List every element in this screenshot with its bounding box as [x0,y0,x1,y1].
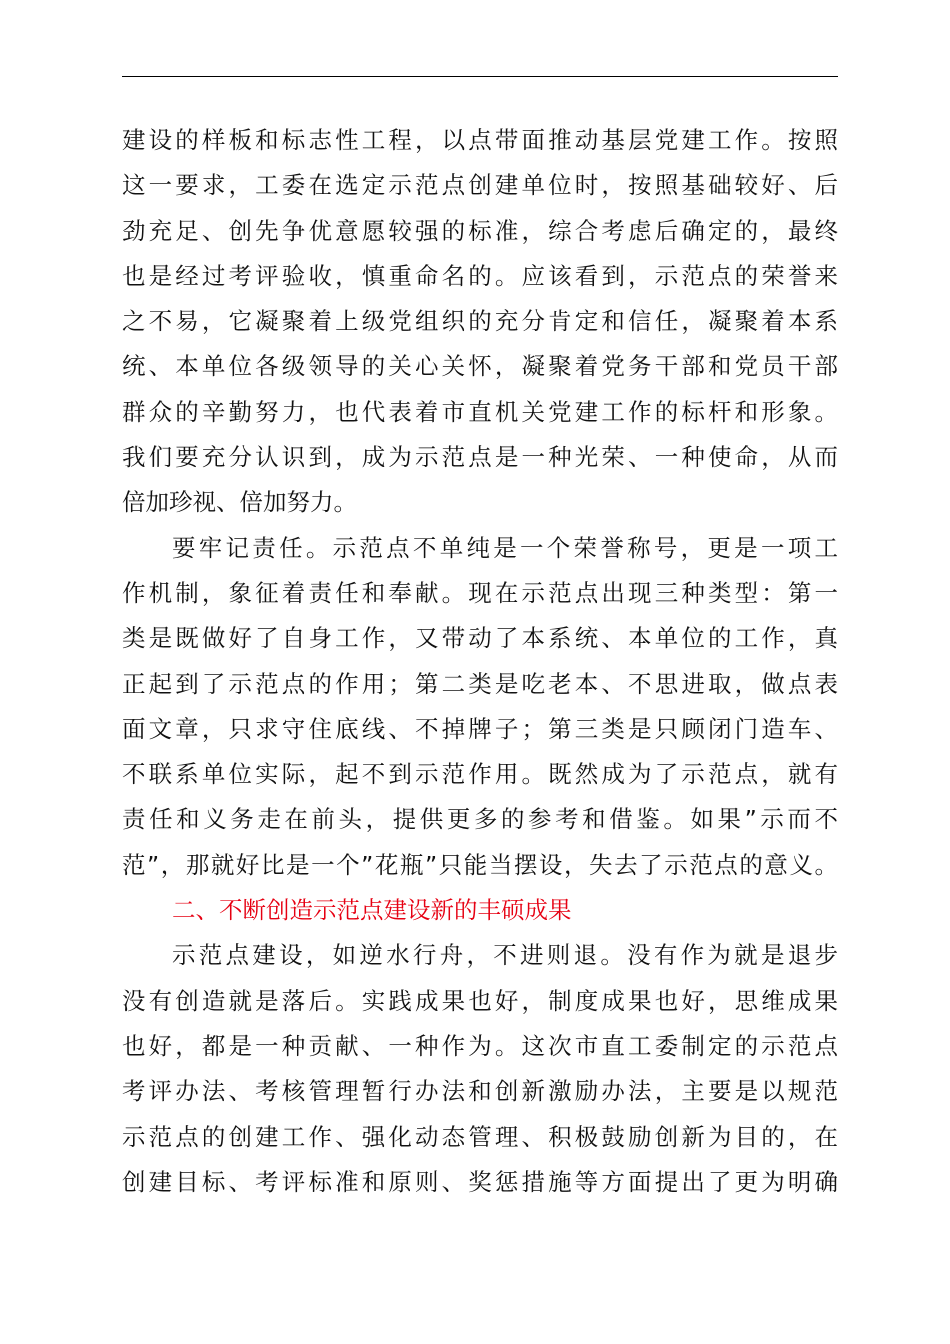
paragraph-first-line: 要牢记责任。示范点不单纯是一个荣誉称号，更是一项工 [172,533,838,562]
text-line: 考评办法、考核管理暂行办法和创新激励办法，主要是以规范 [122,1077,838,1106]
paragraph-first-line: 示范点建设，如逆水行舟，不进则退。没有作为就是退步 [172,941,838,970]
text-line: 劲充足、创先争优意愿较强的标准，综合考虑后确定的，最终 [122,216,838,245]
body-text [122,118,838,1205]
text-line: 示范点的创建工作、强化动态管理、积极鼓励创新为目的，在 [122,1122,838,1151]
header-rule [122,76,838,77]
text-line: 也是经过考评验收，慎重命名的。应该看到，示范点的荣誉来 [122,261,838,290]
text-line: 也好，都是一种贡献、一种作为。这次市直工委制定的示范点 [122,1031,838,1060]
text-line: 统、本单位各级领导的关心关怀，凝聚着党务干部和党员干部 [122,352,838,381]
text-line: 创建目标、考评标准和原则、奖惩措施等方面提出了更为明确 [122,1167,838,1196]
section-heading: 二、不断创造示范点建设新的丰硕成果 [172,896,572,925]
text-line: 面文章，只求守住底线、不掉牌子；第三类是只顾闭门造车、 [122,714,838,743]
text-line: 之不易，它凝聚着上级党组织的充分肯定和信任，凝聚着本系 [122,307,838,336]
text-line: 类是既做好了自身工作，又带动了本系统、本单位的工作，真 [122,624,838,653]
text-line: 没有创造就是落后。实践成果也好，制度成果也好，思维成果 [122,986,838,1015]
text-line: 不联系单位实际，起不到示范作用。既然成为了示范点，就有 [122,760,838,789]
text-line: 这一要求，工委在选定示范点创建单位时，按照基础较好、后 [122,171,838,200]
text-line: 建设的样板和标志性工程，以点带面推动基层党建工作。按照 [122,126,838,154]
text-line: 责任和义务走在前头，提供更多的参考和借鉴。如果”示而不 [122,805,838,834]
text-line: 我们要充分认识到，成为示范点是一种光荣、一种使命，从而 [122,443,838,472]
text-line: 范”，那就好比是一个”花瓶”只能当摆设，失去了示范点的意义。 [122,850,838,879]
text-line: 倍加珍视、倍加努力。 [122,488,357,517]
text-line: 作机制，象征着责任和奉献。现在示范点出现三种类型：第一 [122,578,838,607]
text-line: 群众的辛勤努力，也代表着市直机关党建工作的标杆和形象。 [122,397,838,426]
text-line: 正起到了示范点的作用；第二类是吃老本、不思进取，做点表 [122,669,838,698]
